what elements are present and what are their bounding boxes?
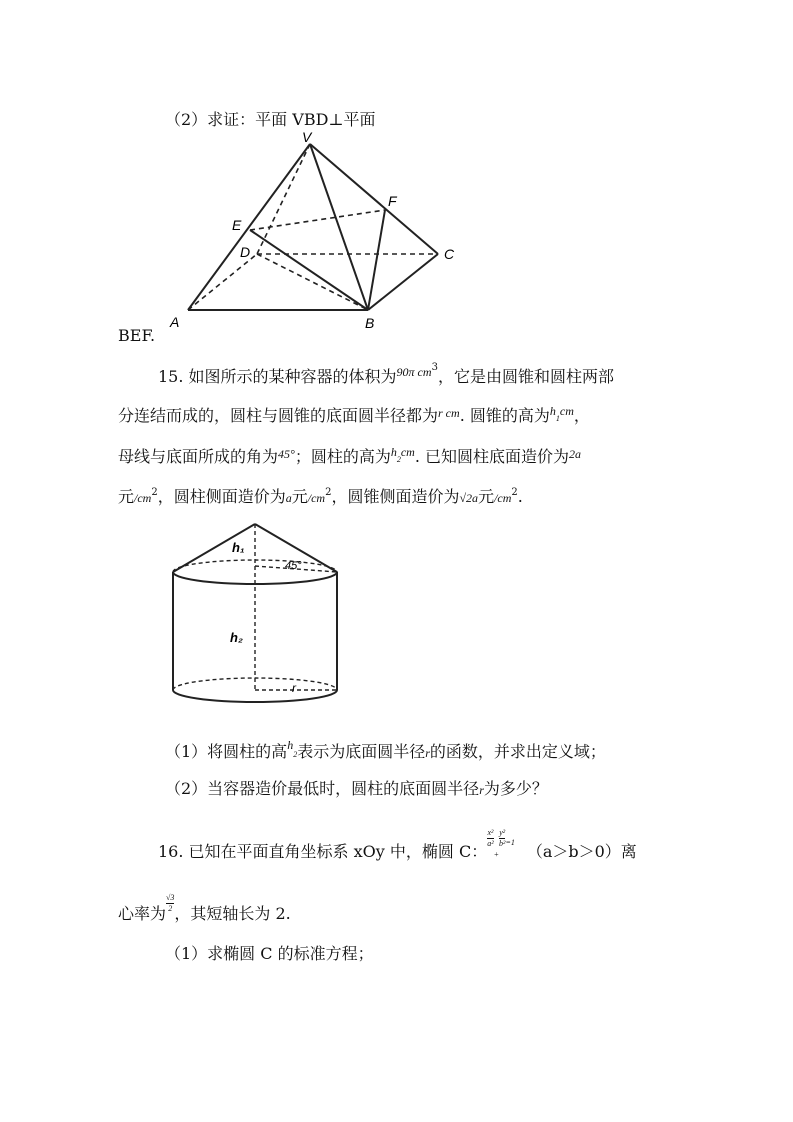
q15-l3b: ；圆柱的高为 (294, 447, 391, 466)
q15-l2b: . 圆锥的高为 (459, 406, 550, 425)
q16-l2b: ，其短轴长为 2. (174, 904, 291, 923)
label-v: V (302, 130, 312, 145)
q15-l2a: 分连结而成的，圆柱与圆锥的底面圆半径都为 (118, 406, 439, 425)
label-45: 45° (285, 560, 302, 572)
label-c: C (444, 246, 455, 262)
q15-sub1b: 表示为底面圆半径 (297, 742, 426, 761)
q16-l1a: 16. 已知在平面直角坐标系 xOy 中，椭圆 C： (158, 842, 488, 861)
q16-a2: a² (487, 839, 494, 848)
q15-vol: 90π cm (396, 365, 432, 379)
q15-sub1c: 的函数，并求出定义域； (429, 742, 606, 761)
q15-sub1-h: h (287, 738, 294, 752)
q15-sub2-r: r (479, 783, 484, 797)
label-a: A (170, 314, 180, 330)
q15-l4d: ，圆锥侧面造价为 (331, 487, 460, 506)
q15-cost3: √2a (459, 491, 479, 505)
q15-line1 (158, 362, 614, 387)
q15-sub2 (165, 776, 548, 799)
q15-unit1: /cm (134, 491, 152, 505)
q15-l4a: 元 (118, 487, 135, 506)
q15-l3a: 母线与底面所成的角为 (118, 447, 279, 466)
q15-h1-sub: 1 (555, 414, 560, 423)
bottom-ellipse-front (173, 690, 337, 702)
q15-unit1-exp: 2 (151, 487, 158, 498)
label-b: B (365, 315, 375, 331)
cylinder-figure (160, 518, 350, 708)
q15-sub1-r: r (425, 746, 430, 760)
label-h1: h₁ (232, 540, 245, 555)
q16-y2: y² (499, 828, 506, 837)
q15-unit3-exp: 2 (511, 487, 518, 498)
q16-l2a: 心率为 (118, 904, 167, 923)
q15-sub2b: 为多少？ (483, 779, 548, 798)
q15-angle: 45° (278, 447, 295, 461)
q15-line4 (118, 484, 523, 507)
label-r: r (292, 681, 296, 695)
q15-l4e: 元 (478, 487, 495, 506)
q16-eq-rest: =1 (505, 838, 515, 847)
q15-line3 (118, 444, 581, 467)
q15-l1b: ，它是由圆锥和圆柱两部 (437, 367, 614, 386)
q15-vol-exp: 3 (431, 362, 438, 373)
q15-h2-sub: 2 (396, 455, 401, 464)
q15-sub2a: （2）当容器造价最低时，圆柱的底面圆半径 (165, 779, 480, 798)
label-e: E (232, 217, 242, 233)
q15-sub1a: （1）将圆柱的高 (165, 742, 288, 761)
label-h2: h₂ (230, 630, 243, 645)
q15-cost2: a (285, 491, 292, 505)
q15-l4b: ，圆柱侧面造价为 (157, 487, 286, 506)
pyramid-figure (160, 130, 470, 335)
bef-text: BEF. (118, 326, 156, 345)
q15-line2 (118, 403, 590, 426)
edge-bc (368, 254, 438, 310)
q15-h1-unit: cm (559, 404, 574, 418)
q15-h1: h (549, 404, 556, 418)
q15-r-cm: r cm (438, 406, 460, 420)
q15-unit2: /cm (307, 491, 326, 505)
part2-prev-line: （2）求证：平面 VBD⊥平面 (165, 110, 376, 129)
label-d: D (240, 244, 251, 260)
q15-unit2-exp: 2 (325, 487, 332, 498)
q16-l1b: （a＞b＞0）离 (526, 842, 637, 861)
q15-l2c: ， (573, 406, 590, 425)
q15-l4c: 元 (291, 487, 308, 506)
q15-unit3: /cm (494, 491, 512, 505)
q16-line2 (118, 893, 291, 924)
q15-h2: h (390, 445, 397, 459)
q16-sub1: （1）求椭圆 C 的标准方程； (165, 944, 374, 963)
edge-eb (250, 230, 368, 310)
edge-vd (257, 144, 310, 254)
q15-h2-unit: cm (400, 445, 415, 459)
q16-b2: b² (499, 839, 506, 848)
q15-sub1 (165, 738, 606, 762)
q15-l1a: 15. 如图所示的某种容器的体积为 (158, 367, 397, 386)
q15-l4f: . (517, 487, 523, 506)
q16-x2: x² (487, 828, 494, 837)
q15-sub1-hsub: 2 (293, 750, 298, 759)
q16-ecc-den: 2 (168, 904, 173, 913)
q16-ecc-num: √3 (166, 893, 175, 902)
edge-fb (368, 210, 385, 310)
q15-l3c: . 已知圆柱底面造价为 (414, 447, 570, 466)
q15-cost1: 2a (569, 447, 582, 461)
edge-va (188, 144, 310, 310)
q16-frac-x (487, 829, 493, 848)
label-f: F (388, 193, 397, 209)
q16-line1: 16. 已知在平面直角坐标系 xOy 中，椭圆 C： $\frac{\text{x²}}{\text{a²}}$ + $\frac{\text{y²}}{\text{b²}}$ $^{=1}$ （a＞b＞0）离 (158, 828, 637, 861)
edge-ef (250, 210, 385, 230)
